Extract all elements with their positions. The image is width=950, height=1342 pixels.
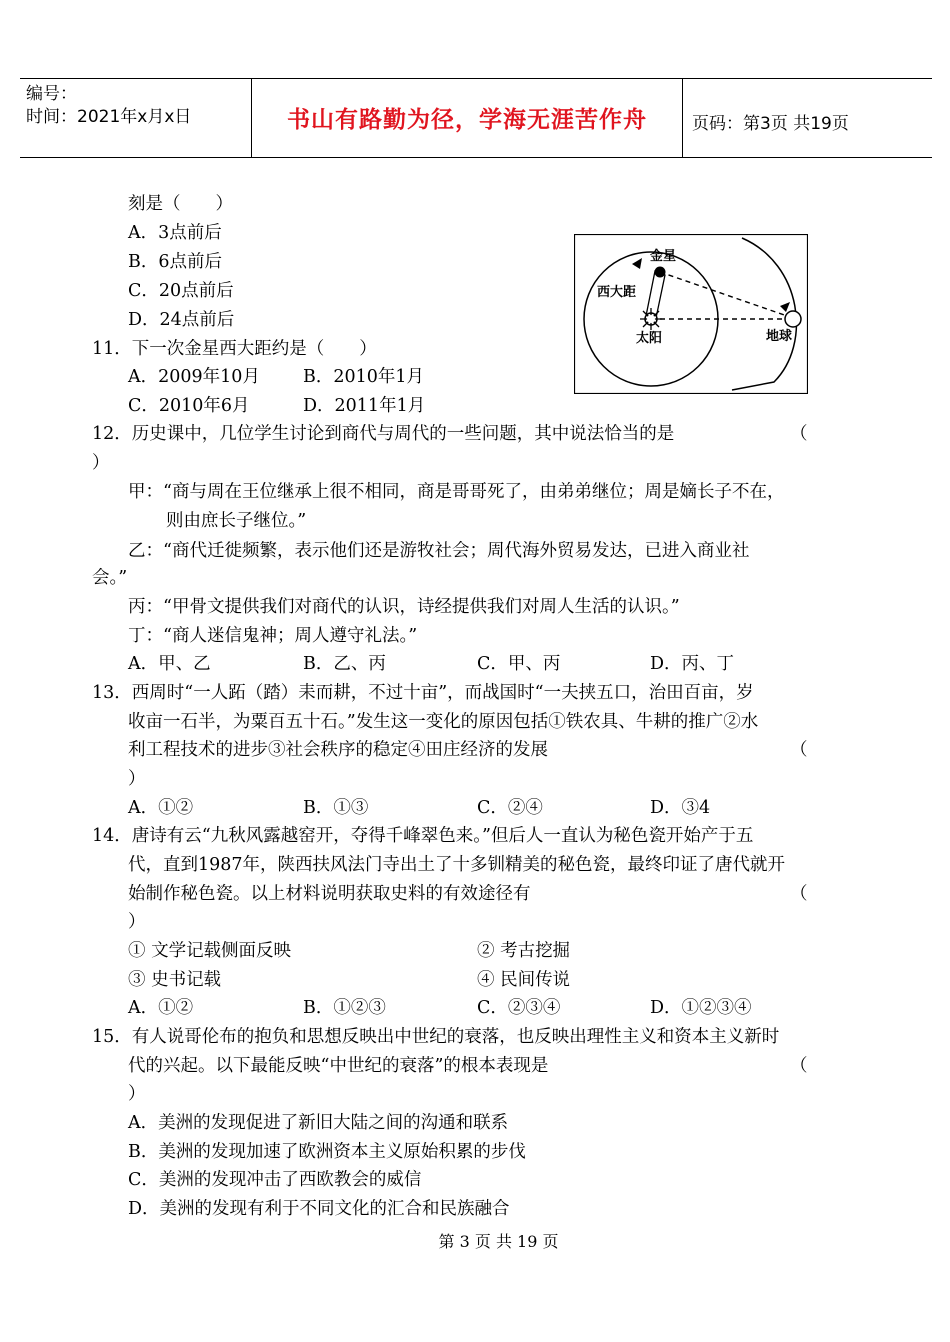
label-sun: 太阳 [636,331,663,346]
q14-paren-close: ） [128,912,146,932]
q13-line1: 13．西周时“一人跖（踏）耒而耕，不过十亩”，而战国时“一夫挟五口，治田百亩，岁 [92,683,754,703]
q10-stem-end: 刻是（ ） [128,194,233,214]
q13-option-a: A．①② [128,798,194,818]
q15-paren-open: （ [790,1056,808,1076]
q10-option-d: D．24点前后 [128,310,235,330]
time-label: 时间：2021年x月x日 [26,107,192,127]
q14-item-2: ② 考古挖掘 [477,941,571,961]
q13-option-c: C．②④ [477,798,543,818]
q14-option-a: A．①② [128,998,194,1018]
q12-paren-open: （ [790,424,808,444]
header-motto: 书山有路勤为径，学海无涯苦作舟 [287,107,647,133]
q14-paren-open: （ [790,884,808,904]
label-earth: 地球 [766,329,793,344]
header-meta [26,83,191,129]
q15-line1: 15．有人说哥伦布的抱负和思想反映出中世纪的衰落，也反映出理性主义和资本主义新时 [92,1027,780,1047]
q12-stem: 12．历史课中，几位学生讨论到商代与周代的一些问题，其中说法恰当的是 [92,424,675,444]
q12-yi-line2: 会。” [92,568,128,588]
q14-line3: 始制作秘色瓷。以上材料说明获取史料的有效途径有 [128,884,531,904]
q12-jia-line2: 则由庶长子继位。” [166,511,307,531]
q13-paren-close: ） [128,769,146,789]
q11-stem: 11．下一次金星西大距约是（ ） [92,339,377,359]
q14-line1: 14．唐诗有云“九秋风露越窑开，夺得千峰翠色来。”但后人一直认为秘色瓷开始产于五 [92,826,754,846]
q14-item-4: ④ 民间传说 [477,970,571,990]
q11-option-a: A．2009年10月 [128,367,260,387]
page-footer: 第 3 页 共 19 页 [438,1232,559,1251]
q14-option-d: D．①②③④ [650,998,752,1018]
q14-line2: 代，直到1987年，陕西扶风法门寺出土了十多钏精美的秘色瓷，最终印证了唐代就开 [128,855,786,875]
q14-option-b: B．①②③ [303,998,386,1018]
figure-frame [575,235,808,394]
q15-option-a: A．美洲的发现促进了新旧大陆之间的沟通和联系 [128,1113,509,1133]
q12-option-b: B．乙、丙 [303,654,386,674]
q13-paren-open: （ [790,740,808,760]
number-label: 编号： [26,84,77,104]
q12-jia-line1: 甲：“商与周在王位继承上很不相同，商是哥哥死了，由弟弟继位；周是嫡长子不在， [128,482,785,502]
q15-paren-close: ） [128,1084,146,1104]
q14-item-3: ③ 史书记载 [128,970,222,990]
q13-line2: 收亩一石半，为粟百五十石。”发生这一变化的原因包括①铁农具、牛耕的推广②水 [128,712,759,732]
q12-option-c: C．甲、丙 [477,654,561,674]
earth-circle [785,311,801,327]
q15-line2: 代的兴起。以下最能反映“中世纪的衰落”的根本表现是 [128,1056,549,1076]
q12-bing: 丙：“甲骨文提供我们对商代的认识，诗经提供我们对周人生活的认识。” [128,597,680,617]
label-venus: 金星 [650,249,677,264]
q15-option-c: C．美洲的发现冲击了西欧教会的威信 [128,1170,422,1190]
q14-option-c: C．②③④ [477,998,561,1018]
q12-yi-line1: 乙：“商代迁徙频繁，表示他们还是游牧社会；周代海外贸易发达，已进入商业社 [128,541,750,561]
q11-option-d: D．2011年1月 [303,396,426,416]
header-page-info: 页码：第3页 共19页 [692,114,849,134]
q15-option-b: B．美洲的发现加速了欧洲资本主义原始积累的步伐 [128,1142,526,1162]
page-header [20,78,932,158]
q15-option-d: D．美洲的发现有利于不同文化的汇合和民族融合 [128,1199,510,1219]
q13-option-b: B．①③ [303,798,369,818]
venus-dot [655,267,666,278]
sun-icon [640,308,662,330]
q14-item-1: ① 文学记载侧面反映 [128,941,292,961]
label-elongation: 西大距 [597,285,637,300]
q13-option-d: D．③4 [650,798,711,818]
q10-option-b: B．6点前后 [128,252,222,272]
q11-option-b: B．2010年1月 [303,367,425,387]
venus-orbit-diagram [574,234,808,394]
q11-option-c: C．2010年6月 [128,396,250,416]
header-divider [682,79,683,157]
q12-option-d: D．丙、丁 [650,654,735,674]
q12-paren-close: ） [92,453,110,473]
venus-orbit-figure [574,234,808,394]
q13-line3: 利工程技术的进步③社会秩序的稳定④田庄经济的发展 [128,740,548,760]
q12-ding: 丁：“商人迷信鬼神；周人遵守礼法。” [128,626,418,646]
q10-option-c: C．20点前后 [128,281,234,301]
q12-option-a: A．甲、乙 [128,654,211,674]
q10-option-a: A．3点前后 [128,223,222,243]
